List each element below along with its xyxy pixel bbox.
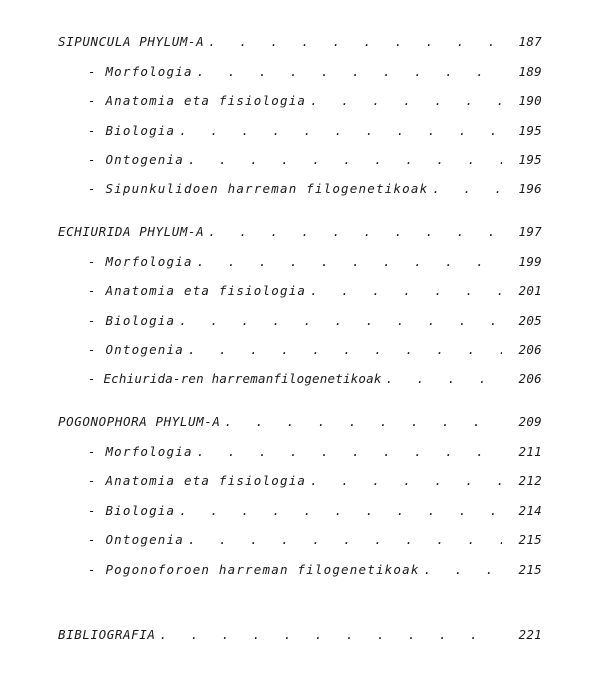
toc-section-title: BIBLIOGRAFIA [58,626,160,644]
toc-page-number: 205 [502,312,542,330]
toc-entry-label: - Ontogenia [88,531,188,549]
toc-entry [88,312,542,330]
toc-entry-label: - Echiurida-ren harremanfilogenetikoak [88,370,386,388]
toc-page-number: 197 [502,223,542,241]
toc-entry [88,341,542,359]
toc-entry [88,92,542,110]
toc-entry [88,151,542,169]
toc-dot-leader [432,180,502,198]
toc-dot-leader [197,63,502,81]
toc-page-number: 195 [502,151,542,169]
toc-page-number: 212 [502,472,542,490]
toc-page-number: 215 [502,531,542,549]
toc-entry-label: - Biologia [88,122,179,140]
toc-page-number: 209 [502,413,542,431]
toc-page-number: 206 [502,341,542,359]
toc-entry-label: - Ontogenia [88,151,188,169]
toc-entry [88,370,542,388]
toc-entry-label: - Morfologia [88,63,197,81]
toc-entry-label: - Anatomia eta fisiologia [88,282,310,300]
toc-section-title: POGONOPHORA PHYLUM-A [58,413,225,431]
toc-entry-label: - Ontogenia [88,341,188,359]
toc-dot-leader [179,312,502,330]
toc-entry-label: - Pogonoforoen harreman filogenetikoak [88,561,424,579]
toc-entry [88,253,542,271]
toc-entry-label: - Morfologia [88,253,197,271]
toc-entry-label: - Biologia [88,502,179,520]
toc-entry [88,180,542,198]
toc-page-number: 196 [502,180,542,198]
toc-bibliography [58,626,542,644]
toc-entry-label: - Morfologia [88,443,197,461]
toc-dot-leader [424,561,502,579]
toc-entry-label: - Biologia [88,312,179,330]
toc-page-number: 211 [502,443,542,461]
toc-dot-leader [208,33,502,51]
toc-section-title: ECHIURIDA PHYLUM-A [58,223,208,241]
toc-entry [88,561,542,579]
toc-page-number: 190 [502,92,542,110]
toc-entry-label: - Anatomia eta fisiologia [88,472,310,490]
toc-page-number: 221 [502,626,542,644]
toc-entry [88,531,542,549]
toc-page-number: 201 [502,282,542,300]
toc-section-echiurida [58,223,542,241]
toc-section-sipuncula [58,33,542,51]
toc-dot-leader [310,282,502,300]
toc-entry [88,122,542,140]
toc-page-number: 187 [502,33,542,51]
toc-dot-leader [197,443,502,461]
toc-entry-label: - Sipunkulidoen harreman filogenetikoak [88,180,432,198]
toc-page-number: 189 [502,63,542,81]
toc-dot-leader [310,472,502,490]
toc-dot-leader [188,531,502,549]
toc-entry [88,472,542,490]
toc-dot-leader [208,223,502,241]
toc-dot-leader [160,626,502,644]
toc-page-number: 215 [502,561,542,579]
toc-dot-leader [179,502,502,520]
toc-dot-leader [225,413,502,431]
toc-entry [88,443,542,461]
toc-page-number: 199 [502,253,542,271]
toc-dot-leader [179,122,502,140]
toc-dot-leader [188,151,502,169]
toc-dot-leader [386,370,502,388]
toc-page-number: 195 [502,122,542,140]
toc-section-pogonophora [58,413,542,431]
toc-entry [88,63,542,81]
toc-entry-label: - Anatomia eta fisiologia [88,92,310,110]
toc-dot-leader [188,341,502,359]
toc-section-title: SIPUNCULA PHYLUM-A [58,33,208,51]
toc-page-number: 214 [502,502,542,520]
toc-dot-leader [310,92,502,110]
toc-page-number: 206 [502,370,542,388]
toc-entry [88,282,542,300]
toc-dot-leader [197,253,502,271]
toc-entry [88,502,542,520]
